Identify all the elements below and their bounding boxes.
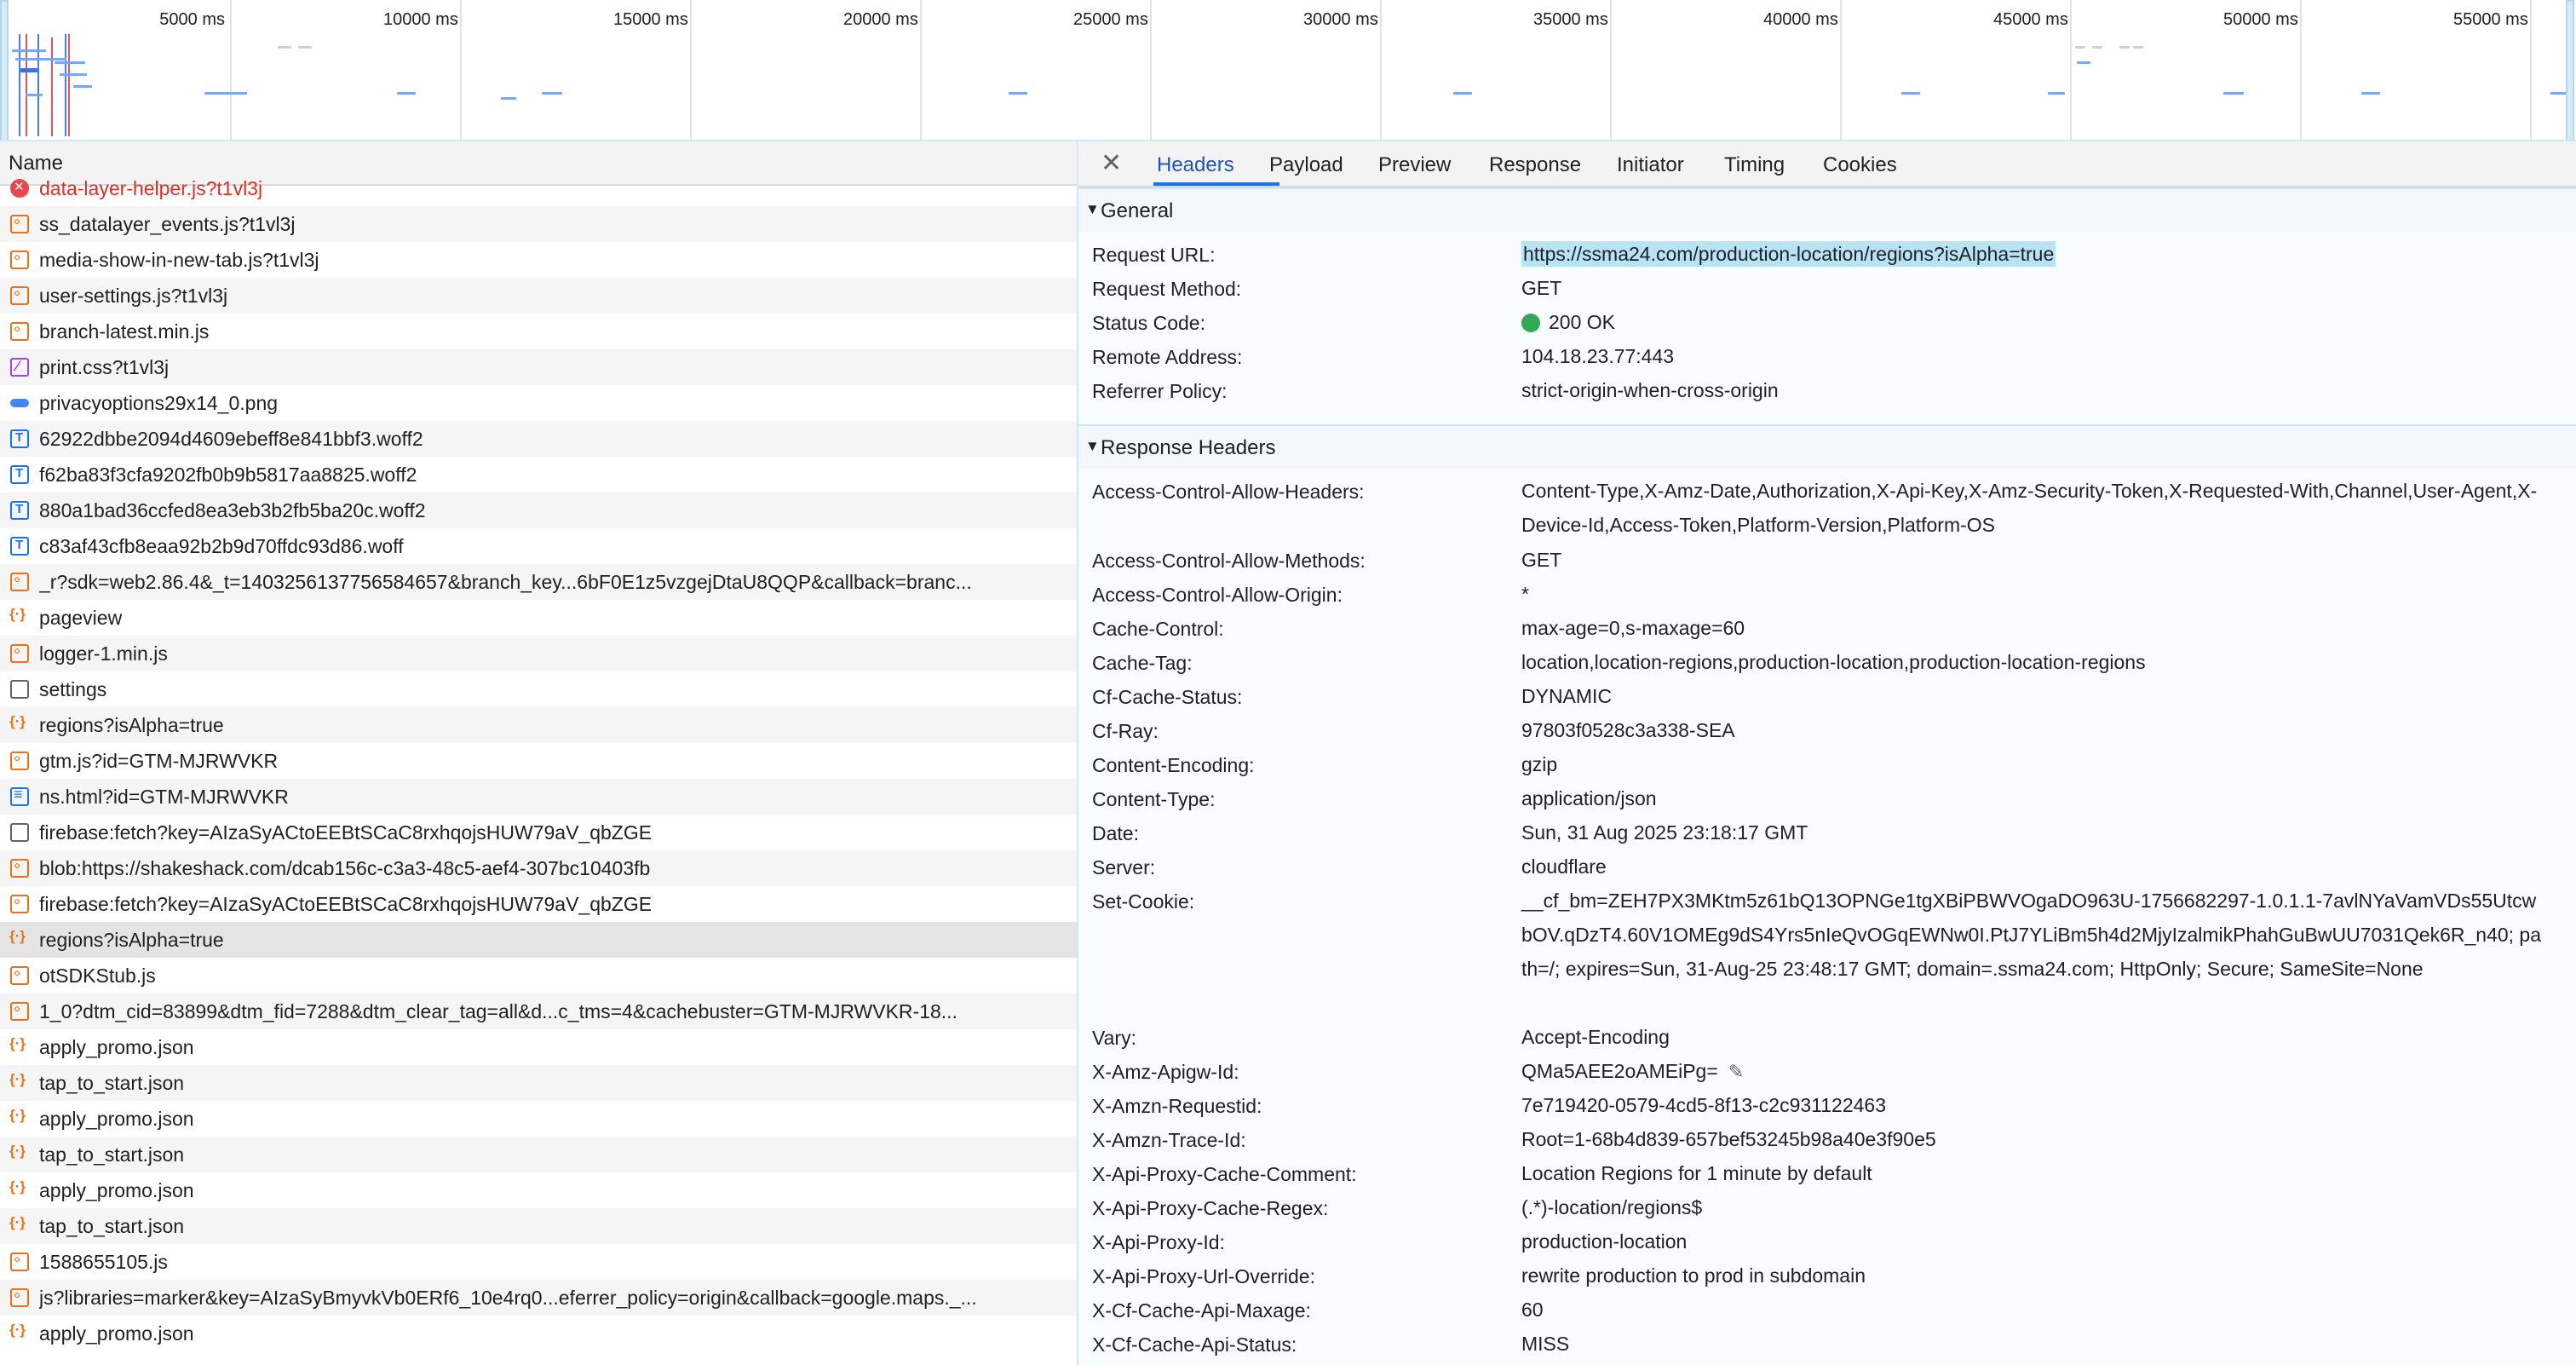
timeline-gridline <box>1150 0 1152 140</box>
request-name: apply_promo.json <box>39 1322 194 1345</box>
header-key: Cf-Ray: <box>1092 720 1159 742</box>
value-text: QMa5AEE2oAMEiPg= <box>1521 1060 1718 1082</box>
header-value <box>1521 679 2544 713</box>
request-row[interactable] <box>0 528 1077 564</box>
script-file-icon <box>10 322 29 341</box>
request-details-pane <box>1078 141 2576 1365</box>
request-name: apply_promo.json <box>39 1107 194 1130</box>
json-file-icon <box>10 716 29 734</box>
header-key: Request Method: <box>1092 278 1242 300</box>
overview-bar <box>2133 46 2143 49</box>
header-key: X-Cf-Cache-Api-Maxage: <box>1092 1299 1311 1322</box>
request-name: media-show-in-new-tab.js?t1vl3j <box>39 248 319 271</box>
header-key: Access-Control-Allow-Headers: <box>1092 481 1365 503</box>
request-row[interactable] <box>0 922 1077 958</box>
overview-bar <box>298 46 312 49</box>
timeline-gridline <box>2300 0 2302 140</box>
header-key: X-Api-Proxy-Cache-Comment: <box>1092 1163 1357 1185</box>
overview-bar <box>501 97 516 100</box>
value-text: strict-origin-when-cross-origin <box>1521 379 1779 401</box>
request-row[interactable] <box>0 278 1077 314</box>
overview-bar <box>542 92 562 95</box>
overview-bar <box>2048 92 2065 95</box>
request-row[interactable] <box>0 1316 1077 1351</box>
timeline-gridline <box>690 0 692 140</box>
request-url-value[interactable]: https://ssma24.com/production-location/regions?isAlpha=true <box>1523 243 2055 265</box>
header-key: X-Api-Proxy-Id: <box>1092 1231 1225 1253</box>
error-file-icon <box>10 179 29 198</box>
header-value <box>1521 747 2544 781</box>
request-name: data-layer-helper.js?t1vl3j <box>39 176 263 199</box>
request-row[interactable] <box>0 600 1077 636</box>
header-value <box>1521 1190 2544 1224</box>
header-value <box>1521 611 2544 645</box>
request-name: 62922dbbe2094d4609ebeff8e841bbf3.woff2 <box>39 427 423 450</box>
request-row[interactable] <box>0 707 1077 743</box>
request-name: ss_datalayer_events.js?t1vl3j <box>39 212 296 235</box>
header-value <box>1521 1020 2544 1054</box>
request-row[interactable] <box>0 349 1077 385</box>
value-text: gzip <box>1521 753 1558 775</box>
script-file-icon <box>10 1002 29 1021</box>
doc-file-icon <box>10 787 29 806</box>
timeline-tick-label: 55000 ms <box>2453 10 2528 29</box>
header-value <box>1521 543 2544 577</box>
value-text: 104.18.23.77:443 <box>1521 345 1675 367</box>
triangle-down-icon: ▼ <box>1085 201 1100 217</box>
value-text: 97803f0528c3a338-SEA <box>1521 719 1735 741</box>
request-name: c83af43cfb8eaa92b2b9d70ffdc93d86.woff <box>39 534 404 557</box>
value-text: MISS <box>1521 1333 1570 1355</box>
timeline-tick-label: 35000 ms <box>1533 10 1608 29</box>
request-name: blob:https://shakeshack.com/dcab156c-c3a3-48c5-aef4-307bc10403fb <box>39 856 651 879</box>
tab-payload[interactable]: Payload <box>1269 153 1343 176</box>
overview-bar <box>2075 46 2085 49</box>
header-value <box>1521 577 2544 611</box>
css-file-icon <box>10 358 29 377</box>
overview-marker <box>65 34 66 136</box>
request-name: f62ba83f3cfa9202fb0b9b5817aa8825.woff2 <box>39 463 417 486</box>
request-row[interactable] <box>0 1280 1077 1316</box>
value-text: Root=1-68b4d839-657bef53245b98a40e3f90e5 <box>1521 1128 1936 1150</box>
value-text: rewrite production to prod in subdomain <box>1521 1264 1866 1287</box>
value-text: location,location-regions,production-location,production-location-regions <box>1521 651 2146 673</box>
request-row[interactable] <box>0 170 1077 206</box>
timeline-gridline <box>2070 0 2072 140</box>
script-file-icon <box>10 644 29 663</box>
timeline-tick-label: 15000 ms <box>613 10 688 29</box>
request-name: logger-1.min.js <box>39 642 168 665</box>
overview-bar <box>2092 46 2102 49</box>
general-section-title: General <box>1101 199 1174 222</box>
script-file-icon <box>10 251 29 269</box>
overview-bar <box>2077 61 2090 64</box>
request-row[interactable] <box>0 314 1077 349</box>
request-name: js?libraries=marker&key=AIzaSyBmyvkVb0ERf6_10e4rq0...eferrer_policy=origin&callback=google.maps._... <box>39 1286 977 1309</box>
overview-bar <box>2550 92 2566 95</box>
overview-bar <box>73 85 92 88</box>
overview-bar <box>26 94 43 96</box>
status-ok-icon <box>1521 314 1540 332</box>
header-key: Server: <box>1092 856 1156 878</box>
timeline-gridline <box>1610 0 1612 140</box>
script-file-icon <box>10 286 29 305</box>
other-file-icon <box>10 680 29 699</box>
request-row[interactable] <box>0 994 1077 1029</box>
header-value <box>1521 1156 2544 1190</box>
header-value <box>1521 781 2544 815</box>
value-text: max-age=0,s-maxage=60 <box>1521 617 1745 639</box>
status-code-value: 200 OK <box>1549 311 1615 333</box>
header-key: Request URL: <box>1092 244 1216 266</box>
value-text: Sun, 31 Aug 2025 23:18:17 GMT <box>1521 821 1808 844</box>
overview-bar <box>1009 92 1027 95</box>
header-key: Remote Address: <box>1092 346 1243 368</box>
request-list[interactable] <box>0 141 1078 1365</box>
request-row[interactable] <box>0 421 1077 457</box>
header-key: X-Amzn-Requestid: <box>1092 1095 1262 1117</box>
image-file-icon <box>10 394 29 412</box>
overview-marker <box>68 34 70 136</box>
json-file-icon <box>10 1181 29 1200</box>
response-headers-section-title: Response Headers <box>1101 436 1276 459</box>
script-file-icon <box>10 1253 29 1271</box>
request-name: _r?sdk=web2.86.4&_t=1403256137756584657&branch_key...6bF0E1z5vzgejDtaU8QQP&callback=branc... <box>39 570 972 593</box>
overview-bar <box>12 49 46 52</box>
value-text: cloudflare <box>1521 855 1607 878</box>
header-value <box>1521 474 2544 542</box>
request-row[interactable] <box>0 492 1077 528</box>
request-name: apply_promo.json <box>39 1035 194 1058</box>
timeline-gridline <box>230 0 232 140</box>
request-name: user-settings.js?t1vl3j <box>39 284 228 307</box>
timeline-tick-label: 20000 ms <box>843 10 918 29</box>
header-key: Content-Type: <box>1092 788 1216 810</box>
timeline-gridline <box>1840 0 1842 140</box>
header-value <box>1521 237 2544 271</box>
value-text: (.*)-location/regions$ <box>1521 1196 1703 1218</box>
request-row[interactable] <box>0 1029 1077 1065</box>
font-file-icon <box>10 501 29 520</box>
header-key: X-Api-Proxy-Cache-Regex: <box>1092 1197 1329 1219</box>
value-text: GET <box>1521 549 1562 571</box>
header-key: Date: <box>1092 822 1139 844</box>
value-text: 60 <box>1521 1299 1544 1321</box>
script-file-icon <box>10 573 29 591</box>
request-name: otSDKStub.js <box>39 964 156 987</box>
triangle-down-icon: ▼ <box>1085 438 1100 454</box>
json-file-icon <box>10 1145 29 1164</box>
value-text: application/json <box>1521 787 1657 809</box>
json-file-icon <box>10 930 29 949</box>
value-text: * <box>1521 583 1529 605</box>
request-name: privacyoptions29x14_0.png <box>39 391 279 414</box>
header-key: X-Amzn-Trace-Id: <box>1092 1129 1246 1151</box>
header-key: Vary: <box>1092 1027 1136 1049</box>
overview-bar <box>1453 92 1472 95</box>
timeline-tick-label: 10000 ms <box>383 10 458 29</box>
request-row[interactable] <box>0 1244 1077 1280</box>
value-text: 7e719420-0579-4cd5-8f13-c2c931122463 <box>1521 1094 1886 1116</box>
header-value <box>1521 1293 2544 1327</box>
header-value <box>1521 713 2544 747</box>
header-value <box>1521 1224 2544 1258</box>
json-file-icon <box>10 1074 29 1092</box>
close-icon[interactable]: ✕ <box>1101 149 1123 177</box>
tab-response[interactable]: Response <box>1489 153 1582 176</box>
script-file-icon <box>10 215 29 233</box>
font-file-icon <box>10 429 29 448</box>
request-row[interactable] <box>0 242 1077 278</box>
overview-right-handle[interactable] <box>2566 0 2574 141</box>
request-name: firebase:fetch?key=AIzaSyACtoEEBtSCaC8rxhqojsHUW79aV_qbZGE <box>39 892 653 915</box>
request-name: settings <box>39 677 107 700</box>
overview-bar <box>278 46 291 49</box>
font-file-icon <box>10 465 29 484</box>
request-name: 1_0?dtm_cid=83899&dtm_fid=7288&dtm_clear_tag=all&d...c_tms=4&cachebuster=GTM-MJRWVKR-18... <box>39 999 957 1022</box>
header-value <box>1521 339 2544 373</box>
script-file-icon <box>10 966 29 985</box>
overview-bar <box>2361 92 2380 95</box>
header-key: X-Cf-Cache-Api-Status: <box>1092 1333 1297 1356</box>
header-value <box>1521 850 2544 884</box>
pencil-icon[interactable]: ✎ <box>1728 1061 1745 1082</box>
timeline-tick-label: 5000 ms <box>159 10 225 29</box>
request-row[interactable] <box>0 743 1077 779</box>
request-name: tap_to_start.json <box>39 1071 185 1094</box>
value-text: Content-Type,X-Amz-Date,Authorization,X-Api-Key,X-Amz-Security-Token,X-Requested-With,Channel,User-Agent,X-Device-Id,Access-Token,Platform-Version,Platform-OS <box>1521 480 2538 536</box>
overview-marker <box>51 37 53 136</box>
overview-left-handle[interactable] <box>0 0 9 141</box>
value-text: __cf_bm=ZEH7PX3MKtm5z61bQ13OPNGe1tgXBiPBWVOgaDO963U-1756682297-1.0.1.1-7avlNYaVamVDs55UtcwbOV.qDzT4.60V1OMEg9dS4Yrs5nIeQvOGqEWNw0I.PtJ7YLiBm5h4d2MjyIzalmikPhahGuBwUU7031Qek6R_n40; path=/; expires=Sun, 31-Aug-25 23:48:17 GMT; domain=.ssma24.com; HttpOnly; Secure; SameSite=None <box>1521 890 2542 980</box>
request-name: apply_promo.json <box>39 1178 194 1201</box>
timeline-tick-label: 45000 ms <box>1993 10 2068 29</box>
header-key: Cache-Control: <box>1092 618 1224 640</box>
request-row[interactable] <box>0 564 1077 600</box>
json-file-icon <box>10 1109 29 1128</box>
request-row[interactable] <box>0 850 1077 886</box>
header-key: X-Api-Proxy-Url-Override: <box>1092 1265 1315 1287</box>
request-row[interactable] <box>0 671 1077 707</box>
tab-cookies[interactable]: Cookies <box>1823 153 1897 176</box>
request-name: ns.html?id=GTM-MJRWVKR <box>39 785 289 808</box>
header-value <box>1521 373 2544 407</box>
request-name: tap_to_start.json <box>39 1143 185 1166</box>
request-row[interactable] <box>0 385 1077 421</box>
request-name: regions?isAlpha=true <box>39 928 224 951</box>
request-name: tap_to_start.json <box>39 1214 185 1237</box>
tab-timing[interactable]: Timing <box>1724 153 1785 176</box>
request-row[interactable] <box>0 636 1077 671</box>
request-row[interactable] <box>0 886 1077 922</box>
overview-bar <box>2119 46 2130 49</box>
json-file-icon <box>10 1217 29 1235</box>
header-value <box>1521 1054 2544 1089</box>
json-file-icon <box>10 1038 29 1057</box>
active-tab-indicator <box>1153 182 1279 186</box>
request-name: firebase:fetch?key=AIzaSyACtoEEBtSCaC8rxhqojsHUW79aV_qbZGE <box>39 821 653 844</box>
request-row[interactable] <box>0 1208 1077 1244</box>
overview-bar <box>20 68 37 72</box>
value-text: Location Regions for 1 minute by default <box>1521 1162 1872 1184</box>
request-name: branch-latest.min.js <box>39 320 210 343</box>
request-row[interactable] <box>0 206 1077 242</box>
request-row[interactable] <box>0 1137 1077 1172</box>
request-name: gtm.js?id=GTM-MJRWVKR <box>39 749 279 772</box>
header-value <box>1521 884 2544 986</box>
response-headers-section-header[interactable] <box>1078 424 2576 469</box>
timeline-tick-label: 30000 ms <box>1303 10 1378 29</box>
header-value <box>1521 1122 2544 1156</box>
timeline-gridline <box>920 0 922 140</box>
header-key: Content-Encoding: <box>1092 754 1255 776</box>
header-key: Cf-Cache-Status: <box>1092 686 1243 708</box>
request-name: pageview <box>39 606 123 629</box>
json-file-icon <box>10 1324 29 1343</box>
timeline-gridline <box>2530 0 2532 140</box>
network-overview-timeline[interactable] <box>0 0 2576 141</box>
request-name: regions?isAlpha=true <box>39 713 224 736</box>
general-section-header[interactable] <box>1078 187 2576 232</box>
header-key: Status Code: <box>1092 312 1205 334</box>
request-name: print.css?t1vl3j <box>39 355 170 378</box>
request-row[interactable] <box>0 815 1077 850</box>
overview-bar <box>2223 92 2244 95</box>
overview-bar <box>1901 92 1920 95</box>
overview-bar <box>55 61 85 64</box>
tab-initiator[interactable]: Initiator <box>1617 153 1684 176</box>
tab-headers[interactable]: Headers <box>1157 153 1234 176</box>
overview-bar <box>15 58 66 60</box>
script-file-icon <box>10 752 29 770</box>
other-file-icon <box>10 823 29 842</box>
header-value <box>1521 271 2544 305</box>
request-row[interactable] <box>0 1065 1077 1101</box>
request-row[interactable] <box>0 457 1077 492</box>
header-value <box>1521 1327 2544 1361</box>
header-value <box>1521 815 2544 850</box>
header-key: Set-Cookie: <box>1092 890 1195 913</box>
timeline-gridline <box>460 0 462 140</box>
header-key: Access-Control-Allow-Methods: <box>1092 550 1366 572</box>
overview-bar <box>397 92 416 95</box>
json-file-icon <box>10 608 29 627</box>
timeline-tick-label: 50000 ms <box>2223 10 2298 29</box>
details-tabbar <box>1078 141 2576 187</box>
header-value <box>1521 645 2544 679</box>
header-key: Access-Control-Allow-Origin: <box>1092 584 1343 606</box>
script-file-icon <box>10 1288 29 1307</box>
value-text: GET <box>1521 277 1562 299</box>
request-name: 1588655105.js <box>39 1250 168 1273</box>
timeline-gridline <box>1380 0 1382 140</box>
header-value <box>1521 1258 2544 1293</box>
tab-preview[interactable]: Preview <box>1378 153 1452 176</box>
name-column-label: Name <box>9 152 64 175</box>
value-text: DYNAMIC <box>1521 685 1613 707</box>
font-file-icon <box>10 537 29 556</box>
header-value <box>1521 1088 2544 1122</box>
value-text: production-location <box>1521 1230 1688 1253</box>
header-key: Cache-Tag: <box>1092 652 1193 674</box>
timeline-tick-label: 40000 ms <box>1763 10 1838 29</box>
script-file-icon <box>10 859 29 878</box>
timeline-tick-label: 25000 ms <box>1073 10 1148 29</box>
request-row[interactable] <box>0 1172 1077 1208</box>
overview-bar <box>60 73 87 76</box>
request-row[interactable] <box>0 1101 1077 1137</box>
request-row[interactable] <box>0 779 1077 815</box>
script-file-icon <box>10 895 29 913</box>
request-row[interactable] <box>0 958 1077 994</box>
request-name: 880a1bad36ccfed8ea3eb3b2fb5ba20c.woff2 <box>39 498 426 521</box>
value-text: Accept-Encoding <box>1521 1026 1670 1048</box>
header-key: Referrer Policy: <box>1092 380 1228 402</box>
header-value <box>1521 305 2544 339</box>
header-key: X-Amz-Apigw-Id: <box>1092 1061 1239 1083</box>
overview-bar <box>204 92 247 95</box>
